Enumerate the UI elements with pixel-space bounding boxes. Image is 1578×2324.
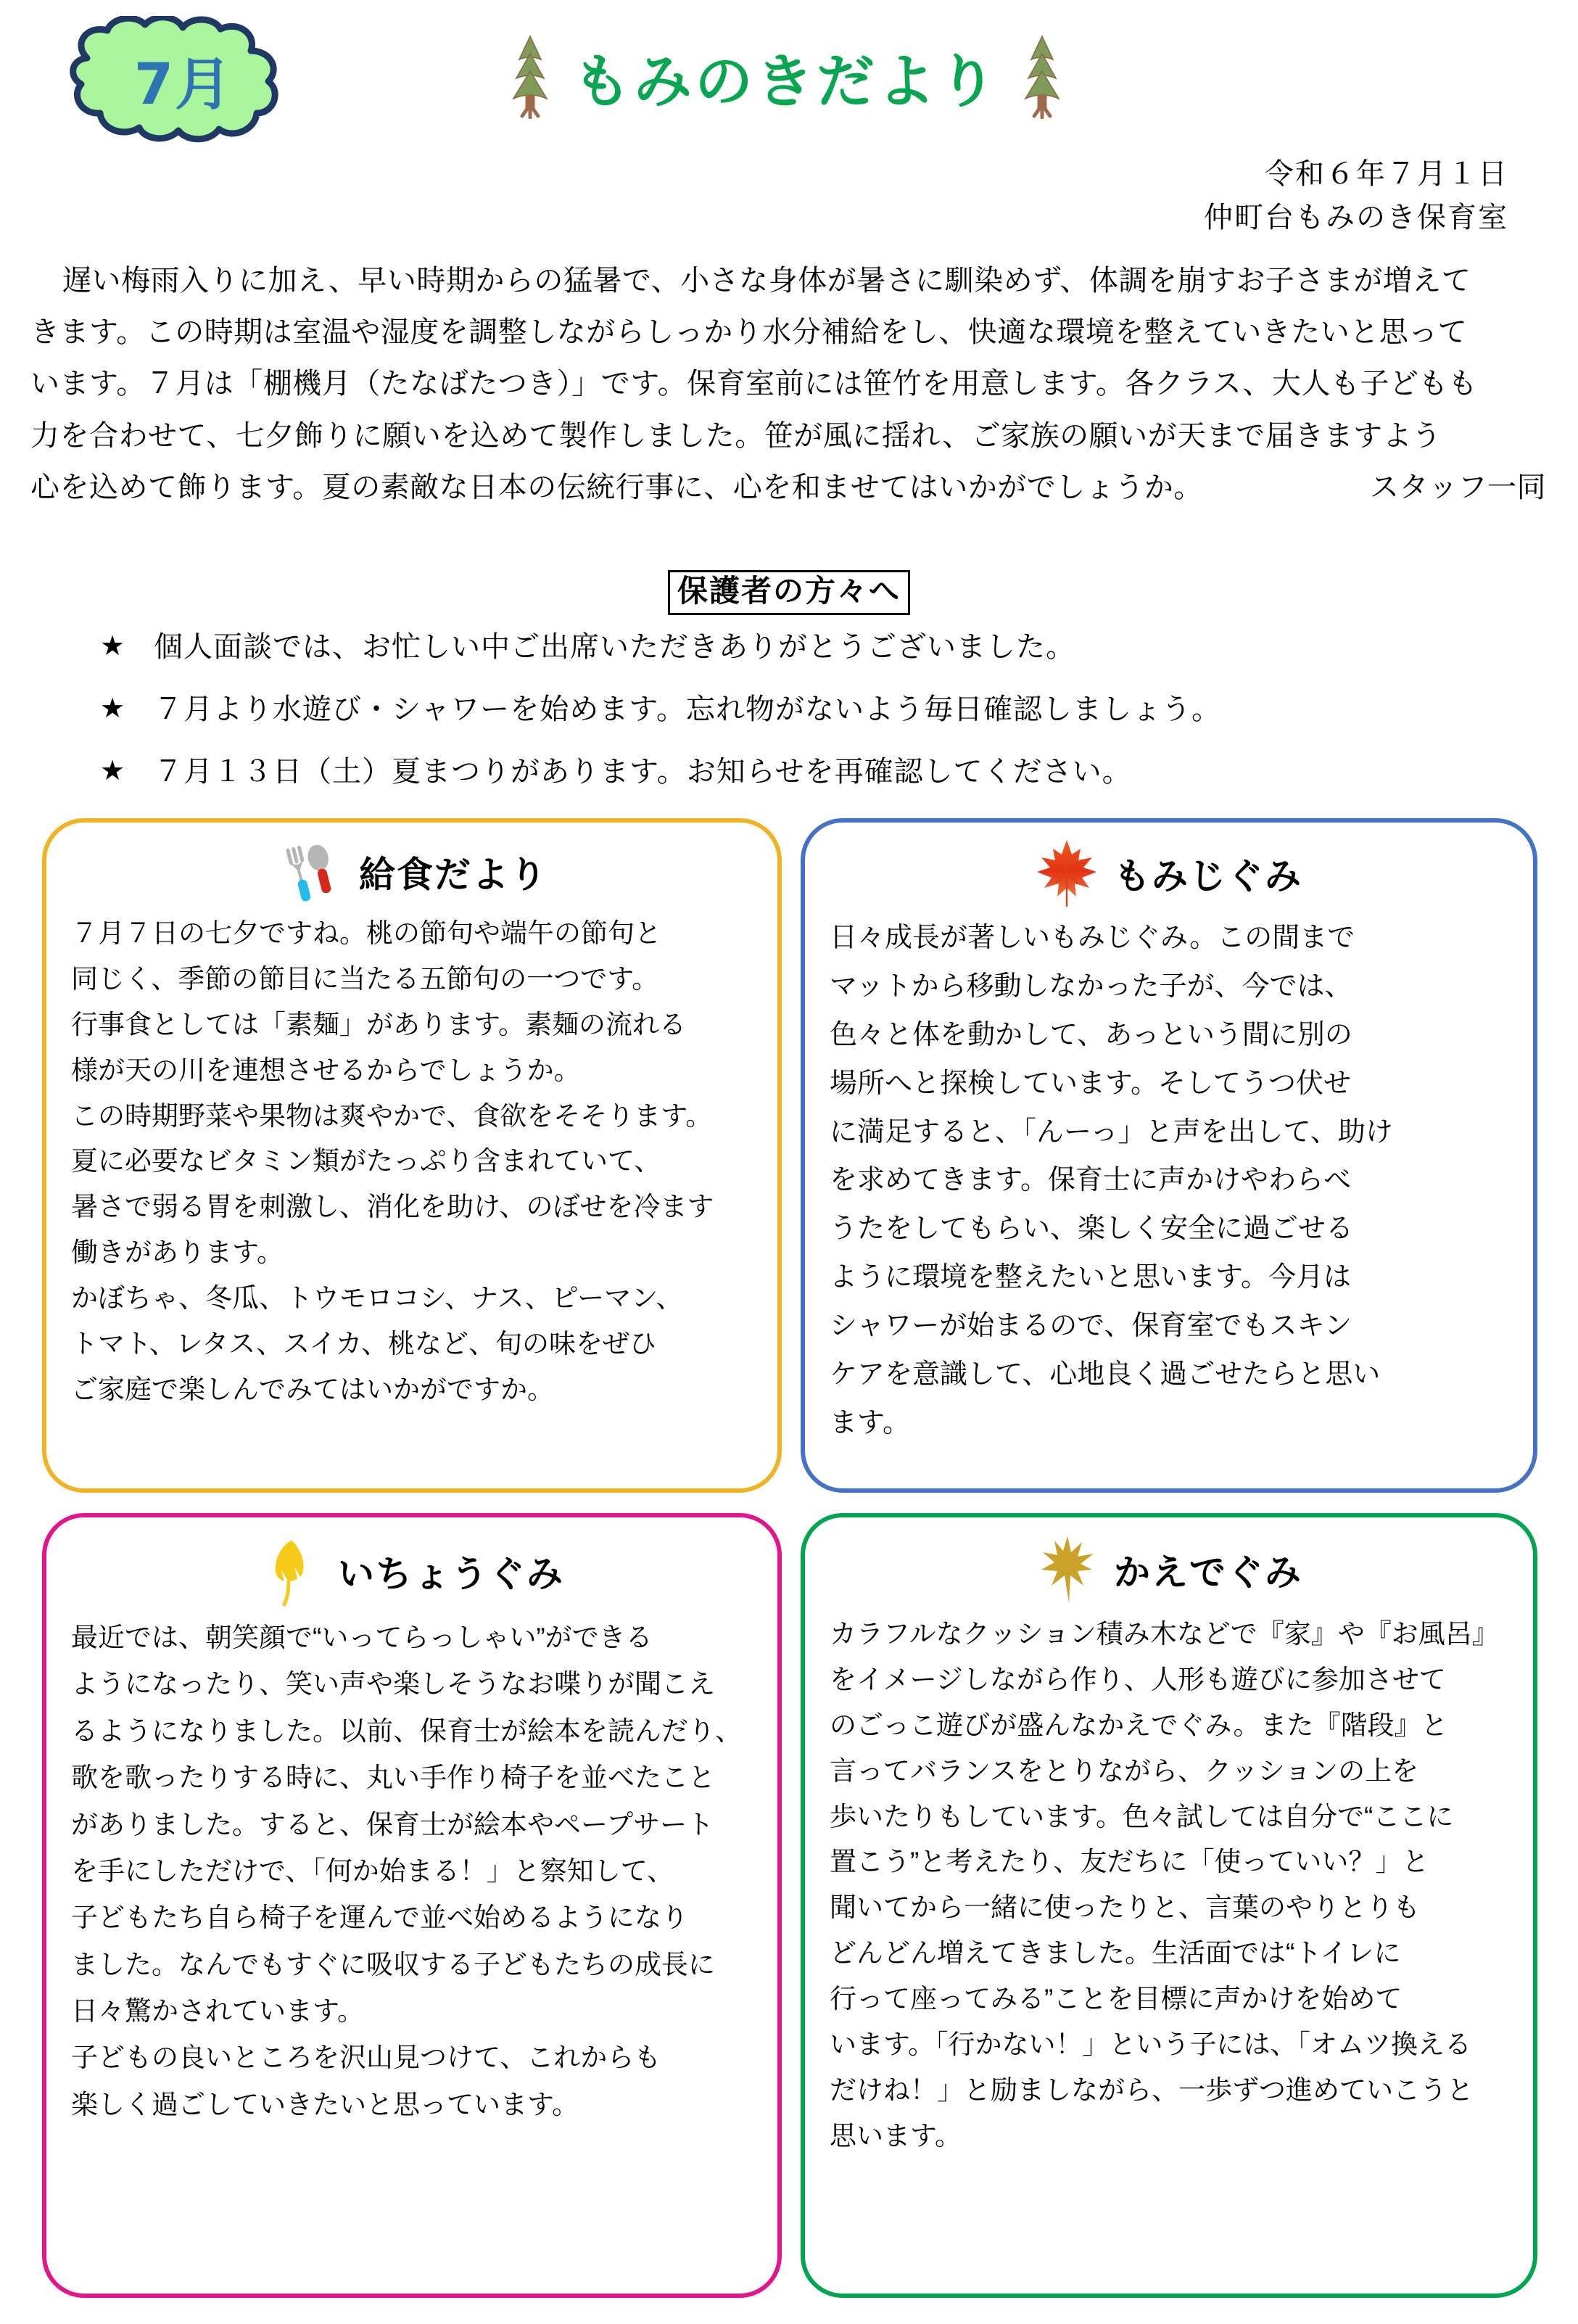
organization-name: 仲町台もみのき保育室 [1204, 202, 1508, 234]
card-line: ７月７日の七夕ですね。桃の節句や端午の節句と [71, 918, 661, 948]
card-title-momiji: もみじぐみ [1114, 855, 1302, 897]
card-line: 聞いてから一緒に使ったりと、言葉のやりとりも [830, 1892, 1420, 1923]
card-line: ました。なんでもすぐに吸収する子どもたちの成長に [71, 1949, 715, 1979]
card-line: この時期野菜や果物は爽やかで、食欲をそそります。 [71, 1100, 713, 1131]
maple-leaf-icon [1036, 838, 1098, 908]
card-line: 場所へと探検しています。そしてうつ伏せ [830, 1068, 1351, 1099]
card-line: 行事食としては「素麺」があります。素麺の流れる [71, 1009, 687, 1039]
card-kaede [801, 1513, 1537, 2298]
card-header-momiji [805, 838, 1533, 908]
card-line: 様が天の川を連想させるからでしょうか。 [71, 1055, 581, 1085]
date-block [1204, 152, 1508, 239]
card-body-kyushoku [46, 911, 777, 1413]
fork-and-spoon-icon [276, 838, 343, 905]
page-header [0, 0, 1578, 234]
card-line: を手にしただけで、「何か始まる！」と察知して、 [71, 1855, 674, 1886]
card-line: 楽しく過ごしていきたいと思っています。 [71, 2089, 579, 2119]
intro-line-5-text: 心を込めて飾ります。夏の素敵な日本の伝統行事に、心を和ませてはいかがでしょうか。 [30, 471, 1203, 503]
card-line: ように環境を整えたいと思います。今月は [830, 1262, 1351, 1293]
card-line: 子どもたち自ら椅子を運んで並べ始めるようになり [71, 1903, 688, 1933]
card-line: 歩いたりもしています。色々試しては自分で“ここに [830, 1801, 1454, 1831]
parents-heading: 保護者の方々へ [668, 570, 910, 615]
fir-tree-icon-right [1020, 33, 1065, 119]
star-bullet-icon: ★ [100, 693, 126, 724]
issue-date: 令和６年７月１日 [1265, 158, 1508, 190]
intro-line-1: 遅い梅雨入りに加え、早い時期からの猛暑で、小さな身体が暑さに馴染めず、体調を崩すお子さまが増えて [62, 265, 1471, 297]
star-bullet-icon: ★ [100, 756, 126, 786]
card-line: 行って座ってみる”ことを目標に声かけを始めて [830, 1984, 1403, 2014]
card-line: 歌を歌ったりする時に、丸い手作り椅子を並べたこと [71, 1763, 715, 1793]
fir-tree-icon [508, 33, 553, 119]
maple-star-leaf-icon [1036, 1533, 1098, 1606]
card-line: ご家庭で楽しんでみてはいかがですか。 [71, 1374, 554, 1404]
card-line: うたをしてもらい、楽しく安全に過ごせる [830, 1213, 1354, 1245]
card-line: るようになりました。以前、保育士が絵本を読んだり、 [71, 1715, 742, 1746]
parents-heading-wrap [0, 570, 1578, 615]
card-line: どんどん増えてきました。生活面では“トイレに [830, 1938, 1401, 1969]
card-header-icho [46, 1533, 777, 1609]
intro-line-3: います。７月は「棚機月（たなばたつき）」です。保育室前には笹竹を用意します。各クラス、大人も子どもも [30, 368, 1478, 400]
list-item-label: 個人面談では、お忙しい中ご出席いただきありがとうございました。 [154, 631, 1075, 663]
card-kyushoku [42, 818, 782, 1493]
card-body-momiji [805, 914, 1533, 1448]
star-bullet-icon: ★ [100, 631, 126, 662]
card-line: を求めてきます。保育士に声かけやわらべ [830, 1165, 1351, 1196]
card-body-kaede [805, 1612, 1533, 2159]
card-line: だけね！」と励ましながら、一歩ずつ進めていこうと [830, 2074, 1474, 2105]
card-momiji [801, 818, 1537, 1493]
card-line: シャワーが始まるので、保育室でもスキン [830, 1311, 1352, 1341]
card-title-kaede: かえでぐみ [1114, 1552, 1302, 1594]
card-line: ます。 [830, 1407, 910, 1438]
card-body-icho [46, 1615, 777, 2128]
card-line: かぼちゃ、冬瓜、トウモロコシ、ナス、ピーマン、 [71, 1283, 683, 1314]
intro-line-4: 力を合わせて、七夕飾りに願いを込めて製作しました。笹が風に揺れ、ご家族の願いが天まで届きますよう [30, 419, 1442, 452]
card-title-icho: いちょうぐみ [338, 1553, 564, 1595]
intro-paragraph [30, 255, 1546, 514]
card-line: 言ってバランスをとりながら、クッションの上を [830, 1755, 1419, 1786]
card-line: ケアを意識して、心地良く過ごせたらと思い [830, 1359, 1381, 1390]
card-line: に満足すると、「んーっ」と声を出して、助け [830, 1116, 1393, 1147]
card-line: ようになったり、笑い声や楽しそうなお喋りが聞こえ [71, 1669, 715, 1699]
card-line: 子どもの良いところを沢山見つけて、これからも [71, 2043, 661, 2073]
card-line: 暑さで弱る胃を刺激し、消化を助け、のぼせを冷ます [71, 1192, 714, 1222]
card-header-kaede [805, 1533, 1533, 1606]
card-line: 同じく、季節の節目に当たる五節句の一つです。 [71, 963, 659, 994]
intro-line-2: きます。この時期は室温や湿度を調整しながらしっかり水分補給をし、快適な環境を整えていきたいと思って [30, 316, 1468, 349]
ginkgo-leaf-icon [260, 1533, 322, 1609]
card-line: 夏に必要なビタミン類がたっぷり含まれていて、 [71, 1146, 661, 1177]
card-header-kyushoku [46, 838, 777, 905]
card-line: 最近では、朝笑顔で“いってらっしゃい”ができる [71, 1623, 653, 1652]
card-line: マットから移動しなかった子が、今では、 [830, 971, 1352, 1002]
card-line: がありました。すると、保育士が絵本やペープサート [71, 1809, 714, 1839]
card-line: 思います。 [830, 2120, 962, 2151]
list-item [100, 757, 1514, 786]
list-item [100, 695, 1514, 724]
card-line: 色々と体を動かして、あっという間に別の [830, 1019, 1352, 1050]
list-item [100, 632, 1514, 662]
card-line: 日々驚かされています。 [71, 1996, 365, 2026]
card-line: 日々成長が著しいもみじぐみ。この間まで [830, 923, 1355, 953]
card-line: のごっこ遊びが盛んなかえでぐみ。また『階段』と [830, 1710, 1448, 1740]
month-badge [42, 16, 325, 143]
title-row [508, 33, 1065, 119]
intro-signature: スタッフ一同 [1370, 471, 1546, 503]
list-item-label: ７月より水遊び・シャワーを始めます。忘れ物がないよう毎日確認しましょう。 [154, 693, 1221, 725]
card-line: をイメージしながら作り、人形も遊びに参加させて [830, 1664, 1446, 1694]
card-line: 置こう”と考えたり、友だちに「使っていい？」と [830, 1847, 1429, 1877]
parents-bullet-list [100, 632, 1514, 820]
card-icho [42, 1513, 782, 2298]
card-line: カラフルなクッション積み木などで『家』や『お風呂』 [830, 1619, 1499, 1649]
card-line: トマト、レタス、スイカ、桃など、旬の味をぜひ [71, 1329, 656, 1359]
page-title: もみのきだより [573, 47, 999, 115]
card-line: います。「行かない！」という子には、「オムツ換える [830, 2030, 1472, 2060]
month-label: 7月 [133, 51, 234, 118]
list-item-label: ７月１３日（土）夏まつりがあります。お知らせを再確認してください。 [154, 756, 1132, 788]
intro-line-5 [30, 462, 1546, 514]
card-title-kyushoku: 給食だより [359, 854, 548, 896]
card-line: 働きがあります。 [71, 1237, 284, 1268]
